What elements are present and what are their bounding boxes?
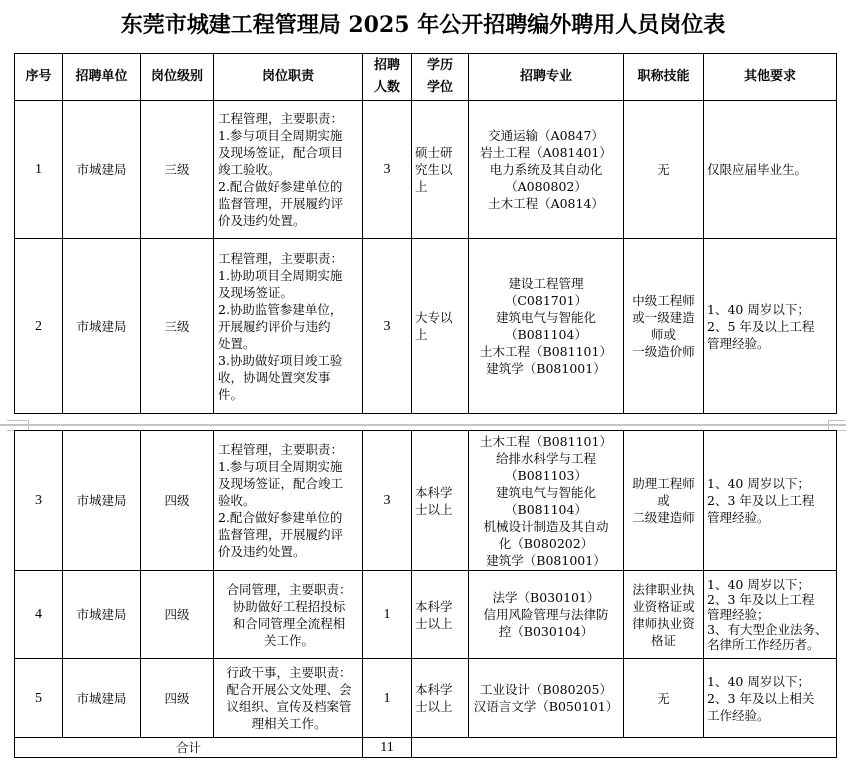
header-major: 招聘专业 — [469, 54, 624, 101]
cell-count: 3 — [363, 431, 412, 571]
major-line: 化（B080202） — [498, 535, 594, 551]
major-line: 控（B030104） — [498, 624, 594, 639]
duty-line: 理相关工作。 — [251, 716, 327, 731]
cell-duty — [214, 571, 363, 659]
other-line: 管理经验； — [707, 607, 770, 622]
cell-level: 三级 — [141, 239, 214, 414]
duty-line: 及现场签证。 — [218, 284, 294, 300]
cell-title-skill — [624, 101, 704, 239]
duty-line: 2.协助监管参建单位， — [218, 301, 343, 317]
cell-level: 四级 — [141, 431, 214, 571]
table-row — [15, 101, 837, 239]
duty-line: 验收。 — [218, 493, 256, 508]
title-skill-line: 助理工程师 — [632, 476, 695, 491]
title-skill-line: 或一级建造 — [632, 310, 695, 325]
major-line: 给排水科学与工程 — [495, 450, 596, 466]
duty-line: 收，协调处置突发事 — [218, 369, 331, 385]
header-count — [363, 54, 412, 101]
cell-unit: 市城建局 — [63, 571, 141, 659]
duty-line: 价及违约处置。 — [218, 544, 306, 559]
header-other: 其他要求 — [704, 54, 837, 101]
duty-line: 行政干事，主要职责： — [226, 665, 352, 680]
cell-other — [704, 571, 837, 659]
page-title: 东莞市城建工程管理局 2025 年公开招聘编外聘用人员岗位表 — [120, 12, 726, 38]
major-line: 建筑电气与智能化 — [495, 310, 596, 325]
major-line: 交通运输（A0847） — [488, 128, 604, 143]
cell-majors — [469, 239, 624, 414]
cell-education — [412, 571, 469, 659]
table-row — [15, 431, 837, 571]
other-line: 2、3 年及以上相关 — [707, 690, 815, 706]
major-line: 土木工程（B081101） — [480, 433, 612, 449]
major-line: 建筑学（B081001） — [486, 361, 606, 376]
major-line: （B081104） — [505, 501, 587, 517]
title-skill-line: 无 — [657, 162, 670, 177]
cell-duty — [214, 659, 363, 738]
duty-line: 1.协助项目全周期实施 — [218, 267, 343, 283]
major-line: （A080802） — [505, 179, 587, 194]
duty-line: 协助做好工程招投标 — [232, 598, 346, 614]
cell-majors — [469, 431, 624, 571]
header-title-skill: 职称技能 — [624, 54, 704, 101]
title-skill-line: 法律职业执 — [632, 581, 695, 597]
cell-education — [412, 101, 469, 239]
major-line: 法学（B030101） — [492, 590, 600, 605]
duty-line: 合同管理，主要职责： — [226, 581, 352, 597]
cell-unit: 市城建局 — [63, 659, 141, 738]
duty-line: 配合开展公文处理、会 — [226, 682, 352, 697]
major-line: 信用风险管理与法律防 — [483, 607, 609, 622]
cell-seq: 2 — [15, 239, 63, 414]
cell-level: 四级 — [141, 571, 214, 659]
cell-duty — [214, 431, 363, 571]
header-row — [15, 54, 837, 101]
duty-line: 工程管理，主要职责： — [218, 442, 344, 457]
education-line: 本科学 — [415, 598, 453, 614]
education-line: 究生以 — [415, 162, 453, 177]
duty-line: 1.参与项目全周期实施 — [218, 459, 343, 474]
other-line: 名律所工作经历者。 — [707, 637, 820, 652]
positions-table-page-1 — [14, 53, 837, 414]
other-line: 1、40 周岁以下； — [707, 577, 810, 592]
cell-count: 3 — [363, 101, 412, 239]
major-line: 建筑学（B081001） — [486, 552, 606, 568]
cell-unit: 市城建局 — [63, 101, 141, 239]
cell-education — [412, 239, 469, 414]
title-skill-line: 师或 — [650, 327, 676, 342]
title-skill-line: 格证 — [650, 632, 676, 648]
duty-line: 2.配合做好参建单位的 — [218, 179, 343, 194]
cell-other — [704, 101, 837, 239]
header-level: 岗位级别 — [141, 54, 214, 101]
cell-education — [412, 659, 469, 738]
major-line: 土木工程（B081101） — [480, 344, 612, 359]
cell-seq: 5 — [15, 659, 63, 738]
cell-other — [704, 659, 837, 738]
table-row — [15, 239, 837, 414]
header-edu-line-1: 学历 — [426, 58, 453, 73]
other-line: 仅限应届毕业生。 — [707, 162, 808, 177]
duty-line: 3.协助做好项目竣工验 — [218, 352, 343, 368]
other-line: 2、5 年及以上工程 — [707, 318, 815, 334]
table-row — [15, 571, 837, 659]
education-line: 本科学 — [415, 682, 453, 697]
header-duty: 岗位职责 — [214, 54, 363, 101]
major-line: 机械设计制造及其自动 — [483, 518, 609, 534]
other-line: 工作经验。 — [707, 707, 770, 723]
duty-line: 监督管理，开展履约评 — [218, 527, 344, 542]
cell-title-skill — [624, 659, 704, 738]
major-line: 汉语言文学（B050101） — [473, 699, 619, 714]
duty-line: 和合同管理全流程相 — [232, 615, 346, 631]
duty-line: 件。 — [218, 386, 244, 402]
title-skill-line: 业资格证或 — [632, 598, 695, 614]
cell-level: 三级 — [141, 101, 214, 239]
duty-line: 处置。 — [218, 335, 256, 351]
header-unit: 招聘单位 — [63, 54, 141, 101]
positions-table-page-2 — [14, 430, 837, 758]
page-break-line — [0, 424, 846, 426]
total-row — [15, 738, 837, 758]
duty-line: 监督管理，开展履约评 — [218, 196, 344, 211]
duty-line: 1.参与项目全周期实施 — [218, 128, 343, 143]
major-line: 建设工程管理 — [508, 276, 584, 291]
major-line: （C081701） — [504, 293, 588, 308]
major-line: 电力系统及其自动化 — [489, 162, 603, 177]
other-line: 2、3 年及以上工程 — [707, 592, 815, 607]
cell-count: 1 — [363, 659, 412, 738]
title-skill-line: 二级建造师 — [632, 510, 695, 525]
cell-title-skill — [624, 571, 704, 659]
education-line: 士以上 — [415, 615, 453, 631]
education-line: 大专以 — [415, 310, 453, 325]
other-line: 2、3 年及以上工程 — [707, 493, 815, 508]
other-line: 1、40 周岁以下； — [707, 673, 810, 689]
cell-majors — [469, 659, 624, 738]
cell-title-skill — [624, 431, 704, 571]
duty-line: 关工作。 — [263, 632, 314, 648]
education-line: 士以上 — [415, 501, 453, 517]
duty-line: 开展履约评价与违约 — [218, 318, 331, 334]
cell-count: 3 — [363, 239, 412, 414]
duty-line: 工程管理，主要职责： — [218, 250, 344, 266]
other-line: 管理经验。 — [707, 510, 770, 525]
duty-line: 工程管理，主要职责： — [218, 111, 344, 126]
duty-line: 及现场签证，配合竣工 — [218, 476, 344, 491]
total-empty — [412, 738, 837, 758]
cell-seq: 4 — [15, 571, 63, 659]
duty-line: 2.配合做好参建单位的 — [218, 510, 343, 525]
header-education — [412, 54, 469, 101]
other-line: 管理经验。 — [707, 335, 770, 351]
duty-line: 议组织、宣传及档案管 — [226, 699, 352, 714]
other-line: 1、40 周岁以下； — [707, 301, 810, 317]
education-line: 硕士研 — [415, 145, 453, 160]
other-line: 1、40 周岁以下； — [707, 476, 810, 491]
cell-count: 1 — [363, 571, 412, 659]
title-skill-line: 中级工程师 — [632, 293, 695, 308]
cell-education — [412, 431, 469, 571]
education-line: 上 — [415, 179, 428, 194]
total-count: 11 — [363, 738, 412, 758]
duty-line: 竣工验收。 — [218, 162, 281, 177]
education-line: 本科学 — [415, 484, 453, 500]
major-line: 岩土工程（A081401） — [480, 145, 612, 160]
cell-seq: 1 — [15, 101, 63, 239]
major-line: 建筑电气与智能化 — [495, 484, 596, 500]
table-row — [15, 659, 837, 738]
header-edu-line-2: 学位 — [426, 80, 453, 95]
cell-duty — [214, 101, 363, 239]
cell-other — [704, 239, 837, 414]
header-count-line-2: 人数 — [373, 80, 400, 95]
title-skill-line: 一级造价师 — [632, 344, 695, 359]
cell-seq: 3 — [15, 431, 63, 571]
header-seq: 序号 — [15, 54, 63, 101]
title-skill-line: 或 — [657, 493, 670, 508]
title-skill-line: 律师执业资 — [632, 615, 695, 631]
header-count-line-1: 招聘 — [373, 58, 400, 73]
cell-title-skill — [624, 239, 704, 414]
title-skill-line: 无 — [657, 690, 670, 706]
duty-line: 及现场签证，配合项目 — [218, 145, 344, 160]
major-line: （B081104） — [505, 327, 587, 342]
other-line: 3、有大型企业法务、 — [707, 622, 828, 637]
duty-line: 价及违约处置。 — [218, 213, 306, 228]
total-label: 合计 — [15, 738, 363, 758]
major-line: （B081103） — [505, 467, 587, 483]
major-line: 工业设计（B080205） — [480, 682, 612, 697]
education-line: 上 — [415, 327, 428, 342]
cell-majors — [469, 101, 624, 239]
cell-unit: 市城建局 — [63, 239, 141, 414]
cell-level: 四级 — [141, 659, 214, 738]
cell-unit: 市城建局 — [63, 431, 141, 571]
cell-majors — [469, 571, 624, 659]
cell-duty — [214, 239, 363, 414]
major-line: 土木工程（A0814） — [488, 196, 604, 211]
cell-other — [704, 431, 837, 571]
education-line: 士以上 — [415, 699, 453, 714]
